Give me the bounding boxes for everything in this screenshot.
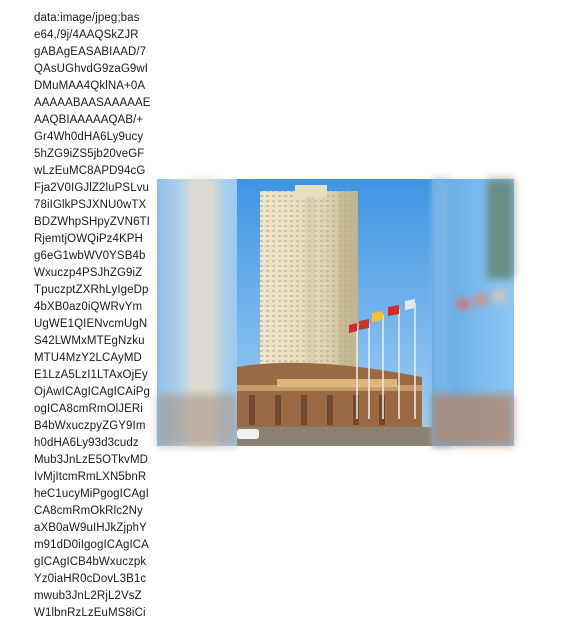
data-uri-line: 4bXB0az0iQWRvYm [34,301,143,313]
blurred-left-panel [157,179,237,446]
data-uri-line: BDZWhpSHpyZVN6TI [34,216,150,228]
hotel-photo-illustration [157,179,514,446]
data-uri-line: Gr4Wh0dHA6Ly9ucy [34,131,144,143]
data-uri-line: QAsUGhvdG9zaG9wI [34,63,149,75]
data-uri-line: RjemtjOWQiPz4KPH [34,233,143,245]
data-uri-line: IvMjItcmRmLXN5bnR [34,471,147,483]
data-uri-line: gICAgICB4bWxuczpk [34,556,147,568]
data-uri-line: TpuczptZXRhLyIgeDp [34,284,149,296]
data-uri-line: 5hZG9iZS5jb20veGF [34,148,145,160]
data-uri-line: Wxuczp4PSJhZG9iZ [34,267,143,279]
data-uri-line: ogICA8cmRmOlJERi [34,403,143,415]
data-uri-line: CA8cmRmOkRlc2Ny [34,505,143,517]
data-uri-line: Mub3JnLzE5OTkvMD [34,454,149,466]
data-uri-line: m91dD0iIgogICAgICA [34,539,149,551]
data-uri-line: e64,/9j/4AAQSkZJR [34,29,139,41]
data-uri-line: UgWE1QIENvcmUgN [34,318,148,330]
data-uri-line: data:image/jpeg;bas [34,12,140,24]
data-uri-line: h0dHA6Ly93d3cudz [34,437,139,449]
data-uri-line: 78iIGlkPSJXNU0wTX [34,199,147,211]
hotel-image [157,179,514,446]
data-uri-line: DMuMAA4QklNA+0A [34,80,146,92]
blurred-right-panel [432,179,514,446]
data-uri-line: wLzEuMC8APD94cG [34,165,146,177]
data-uri-line: OjAwICAgICAgICAiPg [34,386,150,398]
hotel-tower [260,185,358,381]
data-uri-line: E1LzA5LzI1LTAxOjEy [34,369,148,381]
data-uri-line: Yz0iaHR0cDovL3B1c [34,573,147,585]
podium-building [237,363,437,446]
data-uri-line: B4bWxuczpyZGY9Im [34,420,146,432]
data-uri-line: aXB0aW9uIHJkZjphY [34,522,147,534]
data-uri-line: W1lbnRzLzEuMS8iCi [34,607,146,619]
data-uri-line: AAAAABAASAAAAAE [34,97,151,109]
car [237,429,259,439]
data-uri-line: g6eG1wbWV0YSB4b [34,250,146,262]
data-uri-line: MTU4MzY2LCAyMD [34,352,142,364]
data-uri-line: AAQBIAAAAAQAB/+ [34,114,144,126]
data-uri-text [34,10,156,619]
data-uri-line: Fja2V0IGJlZ2luPSLvu [34,182,150,194]
data-uri-line: mwub3JnL2RjL2VsZ [34,590,142,602]
data-uri-line: S42LWMxMTEgNzku [34,335,145,347]
data-uri-line: gABAgEASABIAAD/7 [34,46,147,58]
data-uri-line: heC1ucyMiPgogICAgI [34,488,149,500]
